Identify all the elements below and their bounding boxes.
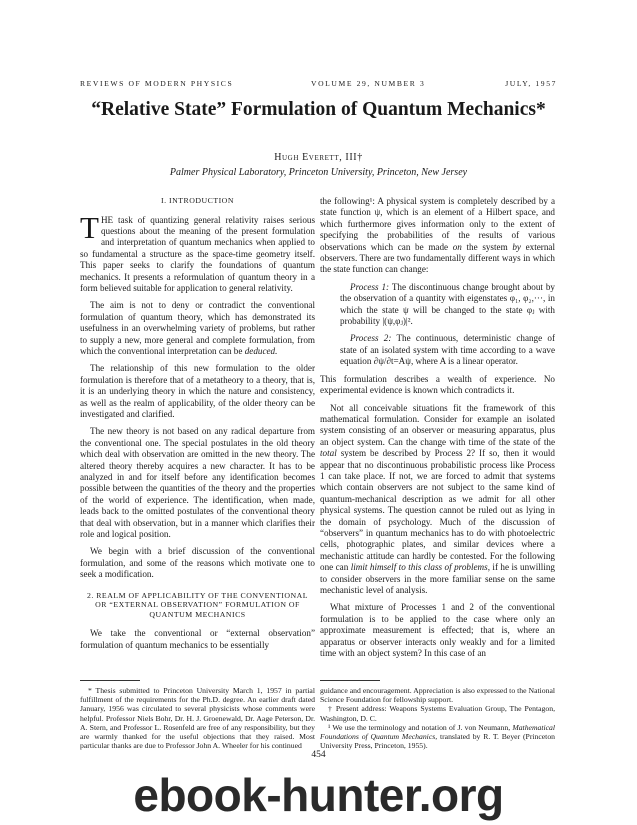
paragraph: This formulation describes a wealth of experience. No experimental evidence is known which contradicts it. <box>320 373 555 396</box>
footnote-thesis: * Thesis submitted to Princeton University March 1, 1957 in partial fulfillment of the requirements for the Ph.D. degree. An earlier draft dated January, 1956 was circulated to several physicists whose comments were helpful. Professor Niels Bohr, Dr. H. J. Groenewald, Dr. Aage Peterson, Dr. A. Stern, and Professor L. Rosenfeld are free of any responsibility, but they are warmly thanked for the useful objections that they raised. Most particular thanks are due to Professor John A. Wheeler for his continued <box>80 686 315 751</box>
volume-number: VOLUME 29, NUMBER 3 <box>311 79 426 88</box>
paragraph: Not all conceivable situations fit the framework of this mathematical formulation. Consider for example an isolated system consisting of an observer or measuring apparatus, plus an object system. Can the change with time of the state of the total system be described by Process 2? If so, then it would appear that no discontinuous probabilistic process like Process 1 can take place. If not, we are forced to admit that systems which contain observers are not subject to the same kind of quantum-mechanical description as we admit for all other physical systems. The question cannot be ruled out as lying in the domain of psychology. Much of the discussion of “observers” in quantum mechanics has to do with photoelectric cells, photographic plates, and similar devices where a mechanistic attitude can hardly be contested. For the following one can limit himself to this class of problems, if he is unwilling to consider observers in the more familiar sense on the same mechanistic level of analysis. <box>320 402 555 595</box>
running-head <box>80 79 557 91</box>
paragraph: The new theory is not based on any radical departure from the conventional one. The special postulates in the old theory which deal with observation are omitted in the new theory. The altered theory thereby acquires a new character. It has to be analyzed in and for itself before any identification becomes possible between the quantities of the theory and the properties of the world of experience. The identification, when made, leads back to the omitted postulates of the conventional theory that deal with observation, but in a manner which clarifies their role and logical position. <box>80 426 315 540</box>
page-number: 454 <box>311 750 326 760</box>
left-column <box>80 196 315 657</box>
paragraph: the following¹: A physical system is completely described by a state function ψ, which is an element of a Hilbert space, and which furthermore gives information only to the extent of specifying the probabilities of the results of various observations which can be made on the system by external observers. There are two fundamentally different ways in which the state function can change: <box>320 196 555 275</box>
paragraph: We take the conventional or “external observation” formulation of quantum mechanics to be essentially <box>80 628 315 650</box>
process-1: Process 1: The discontinuous change brought about by the observation of a quantity with eigenstates φ₁, φ₂,···, in which the state ψ will be changed to the state φⱼ with probability |(ψ,φⱼ)|². <box>340 281 555 327</box>
author-name: Hugh Everett, III† <box>274 152 363 163</box>
right-column <box>320 196 555 665</box>
process-2: Process 2: The continuous, deterministic change of state of an isolated system with time according to a wave equation ∂ψ/∂t=Aψ, where A is a linear operator. <box>340 333 555 367</box>
paragraph: The relationship of this new formulation to the older formulation is therefore that of a metatheory to a theory, that is, it is an underlying theory in which the nature and consistency, as well as the realm of applicability, of the older theory can be investigated and clarified. <box>80 363 315 419</box>
paragraph: THE task of quantizing general relativity raises serious questions about the meaning of the present formulation and interpretation of quantum mechanics when applied to so fundamental a structure as the space-time geometry itself. This paper seeks to clarify the foundations of quantum mechanics. It presents a reformulation of quantum theory in a form believed suitable for application to general relativity. <box>80 209 315 293</box>
watermark-text: ebook-hunter.org <box>133 769 504 821</box>
section-heading-introduction: I. INTRODUCTION <box>161 196 234 205</box>
footnote-von-neumann: ¹ We use the terminology and notation of J. von Neumann, Mathematical Foundations of Quantum Mechanics, translated by R. T. Beyer (Princeton University Press, Princeton, 1955). <box>320 722 556 751</box>
drop-cap: T <box>80 209 99 245</box>
footnote-present-address: † Present address: Weapons Systems Evaluation Group, The Pentagon, Washington, D. C. <box>320 704 555 723</box>
footnote-continued: guidance and encouragement. Appreciation is also expressed to the National Science Foundation for fellowship support. † Present address: Weapons Systems Evaluation Group, The Pentagon, Washington, D. C. ¹ We use the terminology and notation of J. von Neumann, Mathematical Foundations of Quantum Mechanics, translated by R. T. Beyer (Princeton University Press, Princeton, 1955). <box>320 686 556 751</box>
section-heading-realm: 2. REALM OF APPLICABILITY OF THE CONVENTIONAL OR “EXTERNAL OBSERVATION” FORMULATION OF QUANTUM MECHANICS <box>86 590 309 619</box>
paragraph: The aim is not to deny or contradict the conventional formulation of quantum theory, which has demonstrated its usefulness in an overwhelming variety of problems, but rather to supply a new, more general and complete formulation, from which the conventional interpretation can be deduced. <box>80 300 315 356</box>
author-affiliation: Palmer Physical Laboratory, Princeton University, Princeton, New Jersey <box>169 167 468 178</box>
paragraph: We begin with a brief discussion of the conventional formulation, and some of the reasons which motivate one to seek a modification. <box>80 546 315 580</box>
footnote-rule <box>80 680 140 681</box>
issue-date: JULY, 1957 <box>505 79 557 88</box>
paragraph: What mixture of Processes 1 and 2 of the conventional formulation is to be applied to the case where only an approximate measurement is effected; that is, where an apparatus or observer interacts only weakly and for a limited time with an object system? In this case of an <box>320 602 555 659</box>
watermark <box>0 770 637 820</box>
footnote-rule <box>320 680 380 681</box>
journal-name: REVIEWS OF MODERN PHYSICS <box>80 79 234 88</box>
article-title: “Relative State” Formulation of Quantum Mechanics* <box>91 99 546 120</box>
